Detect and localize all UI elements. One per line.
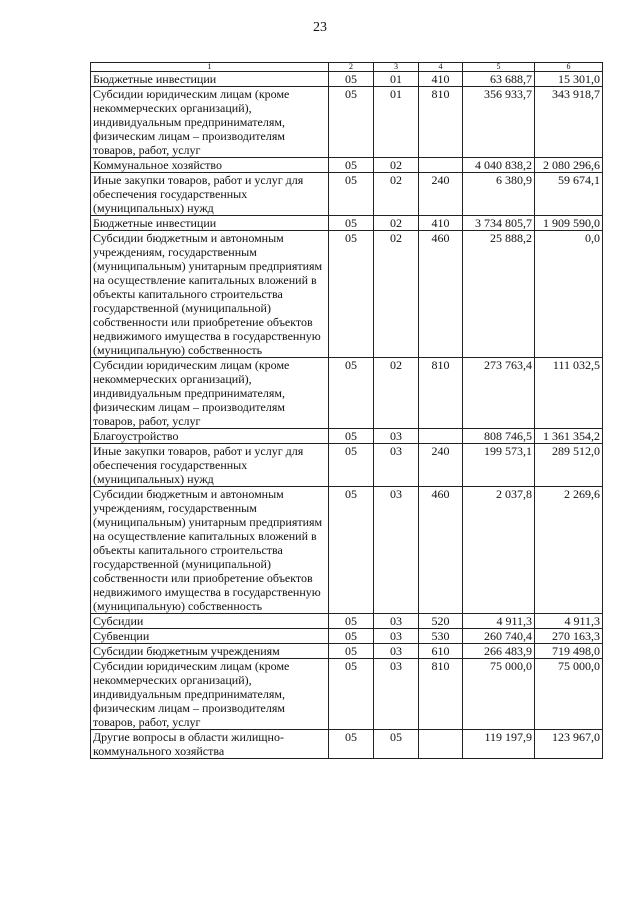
row-section: 05 [329, 614, 374, 629]
row-subsection: 01 [374, 72, 419, 87]
table-row [91, 644, 603, 659]
row-value-5: 356 933,7 [463, 87, 535, 158]
table-row [91, 429, 603, 444]
header-col-2: 2 [329, 63, 374, 72]
row-section: 05 [329, 358, 374, 429]
row-value-5: 2 037,8 [463, 487, 535, 614]
row-section: 05 [329, 444, 374, 487]
row-expense-type: 410 [419, 72, 463, 87]
row-name: Субсидии юридическим лицам (кроме некоммерческих организаций), индивидуальным предпринимателям, физическим лицам – производителям товаров, работ, услуг [91, 87, 329, 158]
row-section: 05 [329, 629, 374, 644]
row-name: Субвенции [91, 629, 329, 644]
row-subsection: 03 [374, 487, 419, 614]
row-value-5: 3 734 805,7 [463, 216, 535, 231]
row-subsection: 05 [374, 730, 419, 759]
row-subsection: 03 [374, 629, 419, 644]
row-value-5: 6 380,9 [463, 173, 535, 216]
row-subsection: 03 [374, 659, 419, 730]
row-value-6: 289 512,0 [535, 444, 603, 487]
row-section: 05 [329, 659, 374, 730]
header-col-3: 3 [374, 63, 419, 72]
row-subsection: 02 [374, 173, 419, 216]
row-name: Иные закупки товаров, работ и услуг для обеспечения государственных (муниципальных) нужд [91, 173, 329, 216]
row-expense-type: 410 [419, 216, 463, 231]
table-row [91, 487, 603, 614]
table-row [91, 730, 603, 759]
row-subsection: 03 [374, 444, 419, 487]
row-expense-type: 240 [419, 444, 463, 487]
table-row [91, 158, 603, 173]
row-name: Субсидии [91, 614, 329, 629]
row-section: 05 [329, 231, 374, 358]
row-expense-type: 520 [419, 614, 463, 629]
row-subsection: 02 [374, 158, 419, 173]
row-value-5: 808 746,5 [463, 429, 535, 444]
row-value-5: 273 763,4 [463, 358, 535, 429]
row-value-5: 25 888,2 [463, 231, 535, 358]
row-expense-type: 460 [419, 487, 463, 614]
table-row [91, 72, 603, 87]
row-value-5: 63 688,7 [463, 72, 535, 87]
row-value-5: 260 740,4 [463, 629, 535, 644]
row-section: 05 [329, 173, 374, 216]
header-col-4: 4 [419, 63, 463, 72]
row-section: 05 [329, 487, 374, 614]
row-expense-type [419, 158, 463, 173]
row-section: 05 [329, 87, 374, 158]
row-value-6: 343 918,7 [535, 87, 603, 158]
row-value-6: 2 269,6 [535, 487, 603, 614]
header-row [91, 63, 603, 72]
row-value-6: 123 967,0 [535, 730, 603, 759]
row-name: Субсидии бюджетным и автономным учреждениям, государственным (муниципальным) унитарным предприятиям на осуществление капитальных вложений в объекты капитального строительства государственной (муниципальной) собственности или приобретение объектов недвижимого имущества в государственную (муниципальную) собственность [91, 231, 329, 358]
row-value-5: 266 483,9 [463, 644, 535, 659]
row-value-6: 1 361 354,2 [535, 429, 603, 444]
row-value-6: 719 498,0 [535, 644, 603, 659]
row-name: Бюджетные инвестиции [91, 216, 329, 231]
row-subsection: 02 [374, 358, 419, 429]
table-row [91, 629, 603, 644]
row-name: Субсидии бюджетным учреждениям [91, 644, 329, 659]
table-row [91, 358, 603, 429]
row-subsection: 03 [374, 644, 419, 659]
row-name: Бюджетные инвестиции [91, 72, 329, 87]
row-subsection: 02 [374, 231, 419, 358]
row-section: 05 [329, 216, 374, 231]
table-row [91, 173, 603, 216]
row-expense-type: 810 [419, 659, 463, 730]
row-subsection: 03 [374, 429, 419, 444]
row-name: Благоустройство [91, 429, 329, 444]
row-value-6: 4 911,3 [535, 614, 603, 629]
header-col-6: 6 [535, 63, 603, 72]
row-value-6: 1 909 590,0 [535, 216, 603, 231]
row-expense-type: 240 [419, 173, 463, 216]
row-value-6: 59 674,1 [535, 173, 603, 216]
table-row [91, 87, 603, 158]
row-value-6: 2 080 296,6 [535, 158, 603, 173]
page-number: 23 [313, 20, 327, 35]
row-expense-type: 530 [419, 629, 463, 644]
row-value-5: 199 573,1 [463, 444, 535, 487]
row-name: Субсидии юридическим лицам (кроме некоммерческих организаций), индивидуальным предпринимателям, физическим лицам – производителям товаров, работ, услуг [91, 659, 329, 730]
row-value-6: 111 032,5 [535, 358, 603, 429]
row-section: 05 [329, 72, 374, 87]
header-col-1: 1 [91, 63, 329, 72]
row-expense-type: 610 [419, 644, 463, 659]
row-name: Другие вопросы в области жилищно-коммунального хозяйства [91, 730, 329, 759]
row-value-5: 75 000,0 [463, 659, 535, 730]
row-subsection: 01 [374, 87, 419, 158]
table-row [91, 216, 603, 231]
row-expense-type [419, 429, 463, 444]
row-value-6: 15 301,0 [535, 72, 603, 87]
row-name: Субсидии бюджетным и автономным учреждениям, государственным (муниципальным) унитарным предприятиям на осуществление капитальных вложений в объекты капитального строительства государственной (муниципальной) собственности или приобретение объектов недвижимого имущества в государственную (муниципальную) собственность [91, 487, 329, 614]
row-subsection: 02 [374, 216, 419, 231]
row-value-6: 75 000,0 [535, 659, 603, 730]
row-value-6: 0,0 [535, 231, 603, 358]
row-subsection: 03 [374, 614, 419, 629]
table-row [91, 659, 603, 730]
row-name: Субсидии юридическим лицам (кроме некоммерческих организаций), индивидуальным предпринимателям, физическим лицам – производителям товаров, работ, услуг [91, 358, 329, 429]
budget-table [90, 62, 603, 759]
table-row [91, 614, 603, 629]
row-section: 05 [329, 429, 374, 444]
row-name: Коммунальное хозяйство [91, 158, 329, 173]
row-value-5: 119 197,9 [463, 730, 535, 759]
row-value-6: 270 163,3 [535, 629, 603, 644]
header-col-5: 5 [463, 63, 535, 72]
row-expense-type [419, 730, 463, 759]
row-section: 05 [329, 730, 374, 759]
row-section: 05 [329, 644, 374, 659]
table-row [91, 444, 603, 487]
row-expense-type: 810 [419, 358, 463, 429]
row-section: 05 [329, 158, 374, 173]
row-expense-type: 810 [419, 87, 463, 158]
row-value-5: 4 040 838,2 [463, 158, 535, 173]
row-expense-type: 460 [419, 231, 463, 358]
table-row [91, 231, 603, 358]
row-name: Иные закупки товаров, работ и услуг для обеспечения государственных (муниципальных) нужд [91, 444, 329, 487]
row-value-5: 4 911,3 [463, 614, 535, 629]
